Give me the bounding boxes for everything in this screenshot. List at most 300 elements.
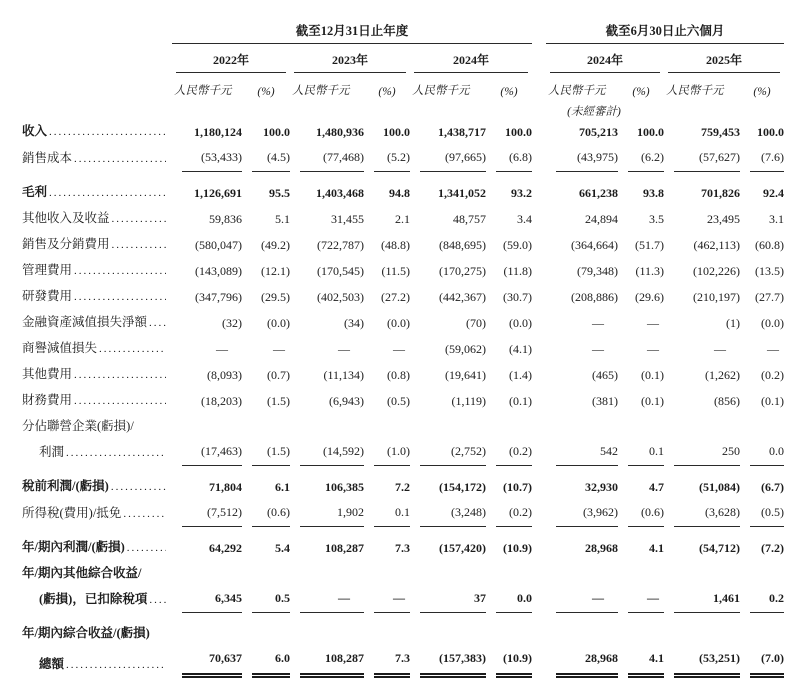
cell-value: — bbox=[714, 342, 727, 356]
cell-value: (18,203) bbox=[201, 394, 242, 408]
cell-value: (51,084) bbox=[699, 480, 741, 494]
income-statement-table bbox=[22, 10, 784, 678]
value-cell bbox=[664, 466, 740, 500]
cell-value: (43,975) bbox=[556, 145, 618, 172]
cell-value: 1,902 bbox=[300, 500, 364, 527]
value-cell bbox=[546, 206, 618, 232]
dot-leader bbox=[149, 587, 166, 613]
row-label-cell bbox=[22, 362, 172, 388]
table-row bbox=[22, 561, 784, 586]
pct-cell bbox=[486, 284, 532, 310]
table-row bbox=[22, 466, 784, 500]
cell-value: (580,047) bbox=[195, 238, 242, 252]
value-cell bbox=[290, 336, 364, 362]
cell-value: — bbox=[767, 342, 780, 356]
cell-value: (29.5) bbox=[261, 290, 290, 304]
column-gap bbox=[532, 527, 546, 561]
cell-value: 2.1 bbox=[395, 212, 410, 226]
cell-value: (1) bbox=[726, 316, 741, 330]
value-cell bbox=[664, 646, 740, 678]
pct-cell bbox=[242, 527, 290, 561]
period-group-label: 截至12月31日止年度 bbox=[172, 21, 532, 44]
period-group-annual bbox=[172, 10, 532, 44]
table-row bbox=[22, 527, 784, 561]
cell-value: (442,367) bbox=[439, 290, 486, 304]
blank bbox=[172, 613, 784, 646]
cell-value: (7,512) bbox=[182, 500, 242, 527]
cell-value: (53,251) bbox=[674, 646, 740, 678]
value-cell bbox=[172, 527, 242, 561]
cell-value: (0.8) bbox=[387, 368, 410, 382]
cell-value: 59,836 bbox=[209, 212, 242, 226]
value-cell bbox=[290, 646, 364, 678]
table-row bbox=[22, 586, 784, 613]
cell-value: (0.7) bbox=[267, 368, 290, 382]
cell-value: 705,213 bbox=[579, 125, 619, 139]
pct-cell bbox=[740, 145, 784, 172]
pct-cell bbox=[364, 362, 410, 388]
cell-value: (0.0) bbox=[761, 316, 785, 330]
row-label bbox=[22, 258, 172, 284]
unit-header: 人民幣千元 bbox=[174, 85, 232, 97]
blank bbox=[410, 98, 532, 119]
cell-value: (19,641) bbox=[445, 368, 486, 382]
column-gap bbox=[532, 586, 546, 613]
value-cell bbox=[172, 439, 242, 466]
pct-cell bbox=[740, 258, 784, 284]
pct-cell bbox=[740, 586, 784, 613]
row-label-cell bbox=[22, 646, 172, 678]
cell-value: (208,886) bbox=[571, 290, 619, 304]
value-cell bbox=[410, 362, 486, 388]
row-label-cell bbox=[22, 500, 172, 527]
table-row bbox=[22, 119, 784, 145]
pct-cell bbox=[740, 172, 784, 206]
pct-cell bbox=[740, 646, 784, 678]
cell-value: (7.0) bbox=[750, 646, 784, 678]
dot-leader bbox=[149, 310, 166, 336]
pct-cell bbox=[618, 439, 664, 466]
value-cell bbox=[410, 232, 486, 258]
value-cell bbox=[172, 232, 242, 258]
row-label-text: 毛利 bbox=[22, 185, 48, 199]
dot-leader bbox=[112, 232, 166, 258]
dot-leader bbox=[66, 440, 166, 466]
row-label-cell bbox=[22, 145, 172, 172]
cell-value: 1,126,691 bbox=[194, 186, 242, 200]
cell-value: (4.1) bbox=[509, 342, 533, 356]
dot-leader bbox=[74, 284, 166, 310]
pct-cell bbox=[364, 258, 410, 284]
cell-value: (0.0) bbox=[387, 316, 410, 330]
value-cell bbox=[172, 586, 242, 613]
cell-value: 3.1 bbox=[769, 212, 785, 226]
pct-cell bbox=[618, 586, 664, 613]
dot-leader bbox=[49, 119, 166, 145]
year-header bbox=[546, 44, 664, 73]
cell-value: — bbox=[592, 316, 605, 330]
year-label: 2022年 bbox=[176, 51, 286, 73]
cell-value: (1.4) bbox=[509, 368, 533, 382]
column-gap bbox=[532, 362, 546, 388]
value-cell bbox=[546, 527, 618, 561]
cell-value: (53,433) bbox=[182, 145, 242, 172]
value-cell bbox=[546, 362, 618, 388]
column-gap bbox=[532, 73, 546, 98]
unit-header: 人民幣千元 bbox=[292, 85, 350, 97]
cell-value: (7.2) bbox=[761, 541, 785, 555]
row-label-cell bbox=[22, 527, 172, 561]
column-gap bbox=[532, 119, 546, 145]
pct-cell bbox=[364, 336, 410, 362]
corner-blank bbox=[22, 10, 172, 44]
cell-value: 1,461 bbox=[674, 586, 740, 613]
pct-cell bbox=[618, 258, 664, 284]
row-label-cell bbox=[22, 336, 172, 362]
column-gap bbox=[532, 10, 546, 44]
cell-value: (30.7) bbox=[503, 290, 533, 304]
pct-cell bbox=[486, 362, 532, 388]
cell-value: (3,962) bbox=[556, 500, 618, 527]
cell-value: 93.2 bbox=[511, 186, 533, 200]
pct-cell bbox=[242, 119, 290, 145]
column-gap bbox=[532, 310, 546, 336]
row-label-cell bbox=[22, 561, 172, 586]
value-cell bbox=[546, 172, 618, 206]
cell-value: (51.7) bbox=[635, 238, 665, 252]
table-row bbox=[22, 613, 784, 646]
value-cell bbox=[410, 527, 486, 561]
cell-value: (0.0) bbox=[267, 316, 290, 330]
cell-value: (54,712) bbox=[699, 541, 741, 555]
pct-cell bbox=[740, 466, 784, 500]
cell-value: 250 bbox=[674, 439, 740, 466]
table-row bbox=[22, 258, 784, 284]
pct-cell bbox=[486, 310, 532, 336]
column-gap bbox=[532, 500, 546, 527]
cell-value: — bbox=[273, 342, 285, 356]
value-cell bbox=[546, 284, 618, 310]
pct-cell bbox=[242, 439, 290, 466]
pct-cell bbox=[740, 336, 784, 362]
value-cell bbox=[410, 336, 486, 362]
pct-cell bbox=[618, 310, 664, 336]
cell-value: (0.6) bbox=[628, 500, 664, 527]
value-cell bbox=[172, 466, 242, 500]
value-cell bbox=[290, 466, 364, 500]
value-cell bbox=[546, 388, 618, 414]
cell-value: (0.6) bbox=[252, 500, 290, 527]
pct-cell bbox=[364, 284, 410, 310]
cell-value: (3,248) bbox=[420, 500, 486, 527]
value-cell bbox=[410, 258, 486, 284]
unit-header: 人民幣千元 bbox=[548, 85, 606, 97]
row-label bbox=[22, 388, 172, 414]
cell-value: 6.1 bbox=[275, 480, 290, 494]
value-cell bbox=[546, 258, 618, 284]
cell-value: (11,134) bbox=[323, 368, 364, 382]
cell-value: (10.9) bbox=[496, 646, 532, 678]
value-cell bbox=[410, 586, 486, 613]
row-label-cell bbox=[22, 172, 172, 206]
pct-cell bbox=[618, 119, 664, 145]
cell-value: 1,438,717 bbox=[438, 125, 486, 139]
row-label-text: 利潤 bbox=[39, 445, 65, 459]
pct-header: (%) bbox=[500, 86, 518, 98]
cell-value: 100.0 bbox=[505, 125, 533, 139]
cell-value: (12.1) bbox=[261, 264, 290, 278]
cell-value: 1,480,936 bbox=[316, 125, 364, 139]
period-group-interim bbox=[546, 10, 784, 44]
cell-value: 7.2 bbox=[395, 480, 410, 494]
row-label bbox=[22, 474, 172, 500]
cell-value: (8,093) bbox=[207, 368, 242, 382]
cell-value: 31,455 bbox=[331, 212, 364, 226]
cell-value: (70) bbox=[466, 316, 486, 330]
value-cell bbox=[664, 500, 740, 527]
cell-value: 28,968 bbox=[556, 646, 618, 678]
unit-header: 人民幣千元 bbox=[666, 85, 724, 97]
cell-value: 661,238 bbox=[579, 186, 619, 200]
cell-value: (11.5) bbox=[381, 264, 410, 278]
cell-value: — bbox=[393, 342, 405, 356]
value-cell bbox=[290, 362, 364, 388]
cell-value: (29.6) bbox=[635, 290, 665, 304]
pct-cell bbox=[364, 527, 410, 561]
row-label-text: 分佔聯營企業(虧損)/ bbox=[22, 419, 134, 433]
cell-value: (0.1) bbox=[509, 394, 533, 408]
pct-cell bbox=[364, 172, 410, 206]
cell-value: (59.0) bbox=[503, 238, 533, 252]
cell-value: (0.5) bbox=[750, 500, 784, 527]
blank bbox=[172, 414, 784, 439]
value-cell bbox=[410, 172, 486, 206]
pct-header: (%) bbox=[257, 86, 275, 98]
column-gap bbox=[532, 466, 546, 500]
cell-value: (10.7) bbox=[503, 480, 533, 494]
row-label-text: 其他收入及收益 bbox=[22, 211, 110, 225]
cell-value: 100.0 bbox=[757, 125, 785, 139]
value-cell bbox=[172, 172, 242, 206]
pct-cell bbox=[242, 586, 290, 613]
value-cell bbox=[546, 586, 618, 613]
value-cell bbox=[290, 500, 364, 527]
cell-value: 7.3 bbox=[374, 646, 410, 678]
pct-cell bbox=[740, 388, 784, 414]
value-cell bbox=[664, 258, 740, 284]
pct-cell bbox=[242, 500, 290, 527]
cell-value: — bbox=[374, 586, 410, 613]
row-label-text: 稅前利潤/(虧損) bbox=[22, 479, 109, 493]
cell-value: (14,592) bbox=[300, 439, 364, 466]
table-row bbox=[22, 284, 784, 310]
cell-value: — bbox=[338, 342, 350, 356]
column-gap bbox=[532, 284, 546, 310]
value-cell bbox=[172, 206, 242, 232]
column-gap bbox=[532, 232, 546, 258]
pct-cell bbox=[618, 466, 664, 500]
pct-cell bbox=[242, 362, 290, 388]
value-cell bbox=[410, 500, 486, 527]
column-gap bbox=[532, 336, 546, 362]
row-label-cell bbox=[22, 119, 172, 145]
table-row bbox=[22, 646, 784, 678]
pct-cell bbox=[242, 232, 290, 258]
table-row bbox=[22, 388, 784, 414]
year-label: 2025年 bbox=[668, 51, 780, 73]
value-cell bbox=[410, 388, 486, 414]
cell-value: (60.8) bbox=[755, 238, 785, 252]
cell-value: (143,089) bbox=[195, 264, 242, 278]
row-label-text: (虧損)，已扣除稅項 bbox=[39, 592, 148, 606]
row-label bbox=[22, 336, 172, 362]
blank bbox=[22, 98, 172, 119]
value-cell bbox=[664, 310, 740, 336]
row-label-cell bbox=[22, 414, 172, 439]
cell-value: 94.8 bbox=[389, 186, 410, 200]
dot-leader bbox=[74, 258, 166, 284]
blank bbox=[290, 98, 410, 119]
cell-value: 23,495 bbox=[707, 212, 741, 226]
value-cell bbox=[172, 500, 242, 527]
cell-value: (1.5) bbox=[252, 439, 290, 466]
row-label bbox=[22, 146, 172, 172]
unaudited-note: (未經審計) bbox=[567, 106, 621, 118]
cell-value: (27.7) bbox=[755, 290, 785, 304]
cell-value: (13.5) bbox=[755, 264, 785, 278]
cell-value: (59,062) bbox=[445, 342, 486, 356]
cell-value: 6.0 bbox=[252, 646, 290, 678]
unit-header-row bbox=[22, 73, 784, 98]
cell-value: (0.1) bbox=[641, 394, 665, 408]
cell-value: — bbox=[628, 586, 664, 613]
cell-value: (0.2) bbox=[496, 439, 532, 466]
row-label-text: 財務費用 bbox=[22, 393, 73, 407]
blank bbox=[172, 98, 290, 119]
table-row bbox=[22, 232, 784, 258]
row-label-cell bbox=[22, 586, 172, 613]
pct-cell bbox=[242, 284, 290, 310]
row-label bbox=[22, 501, 172, 527]
dot-leader bbox=[49, 180, 166, 206]
year-header bbox=[290, 44, 410, 73]
pct-cell bbox=[486, 586, 532, 613]
column-gap bbox=[532, 258, 546, 284]
value-cell bbox=[664, 586, 740, 613]
value-cell bbox=[664, 145, 740, 172]
cell-value: (48.8) bbox=[381, 238, 410, 252]
cell-value: (465) bbox=[592, 368, 619, 382]
table-row bbox=[22, 145, 784, 172]
cell-value: 1,180,124 bbox=[194, 125, 242, 139]
dot-leader bbox=[74, 146, 166, 172]
pct-cell bbox=[486, 439, 532, 466]
dot-leader bbox=[74, 388, 166, 414]
pct-cell bbox=[740, 206, 784, 232]
row-label-cell bbox=[22, 439, 172, 466]
value-cell bbox=[410, 439, 486, 466]
cell-value: (11.8) bbox=[503, 264, 533, 278]
value-cell bbox=[290, 232, 364, 258]
row-label bbox=[22, 535, 172, 561]
pct-cell bbox=[486, 206, 532, 232]
cell-value: 7.3 bbox=[395, 541, 410, 555]
value-cell bbox=[172, 336, 242, 362]
period-group-label: 截至6月30日止六個月 bbox=[546, 21, 784, 44]
cell-value: 542 bbox=[556, 439, 618, 466]
value-cell bbox=[410, 310, 486, 336]
dot-leader bbox=[99, 336, 166, 362]
cell-value: 71,804 bbox=[209, 480, 242, 494]
row-label-cell bbox=[22, 284, 172, 310]
cell-value: (49.2) bbox=[261, 238, 290, 252]
dot-leader bbox=[112, 206, 166, 232]
year-header bbox=[664, 44, 784, 73]
cell-value: (1,262) bbox=[705, 368, 741, 382]
pct-cell bbox=[486, 232, 532, 258]
value-cell bbox=[290, 119, 364, 145]
cell-value: (848,695) bbox=[439, 238, 486, 252]
cell-value: — bbox=[647, 342, 660, 356]
cell-value: (462,113) bbox=[693, 238, 741, 252]
value-cell bbox=[546, 145, 618, 172]
cell-value: 0.1 bbox=[374, 500, 410, 527]
cell-value: (0.1) bbox=[641, 368, 665, 382]
cell-value: 95.5 bbox=[269, 186, 290, 200]
column-gap bbox=[532, 388, 546, 414]
year-header-row bbox=[22, 44, 784, 73]
cell-value: 1,403,468 bbox=[316, 186, 364, 200]
cell-value: 108,287 bbox=[300, 646, 364, 678]
pct-header: (%) bbox=[378, 86, 396, 98]
pct-cell bbox=[486, 336, 532, 362]
value-cell bbox=[410, 284, 486, 310]
pct-cell bbox=[740, 119, 784, 145]
row-label-text: 年/期內綜合收益/(虧損) bbox=[22, 626, 150, 640]
value-cell bbox=[290, 206, 364, 232]
value-cell bbox=[664, 232, 740, 258]
year-header bbox=[410, 44, 532, 73]
row-label bbox=[22, 362, 172, 388]
cell-value: (157,383) bbox=[420, 646, 486, 678]
table-row bbox=[22, 500, 784, 527]
cell-value: (722,787) bbox=[317, 238, 364, 252]
value-cell bbox=[546, 310, 618, 336]
pct-cell bbox=[486, 388, 532, 414]
column-gap bbox=[532, 172, 546, 206]
row-label bbox=[22, 284, 172, 310]
value-cell bbox=[546, 336, 618, 362]
column-gap bbox=[532, 439, 546, 466]
row-label bbox=[22, 180, 172, 206]
row-label bbox=[22, 232, 172, 258]
pct-cell bbox=[740, 527, 784, 561]
cell-value: (7.6) bbox=[750, 145, 784, 172]
pct-cell bbox=[486, 258, 532, 284]
table-row bbox=[22, 362, 784, 388]
row-label bbox=[22, 310, 172, 336]
row-label bbox=[22, 561, 172, 586]
value-cell bbox=[410, 119, 486, 145]
value-cell bbox=[664, 439, 740, 466]
pct-cell bbox=[364, 439, 410, 466]
cell-value: (4.5) bbox=[252, 145, 290, 172]
pct-cell bbox=[242, 646, 290, 678]
cell-value: 0.1 bbox=[628, 439, 664, 466]
cell-value: 24,894 bbox=[585, 212, 619, 226]
value-cell bbox=[172, 388, 242, 414]
value-cell bbox=[410, 145, 486, 172]
